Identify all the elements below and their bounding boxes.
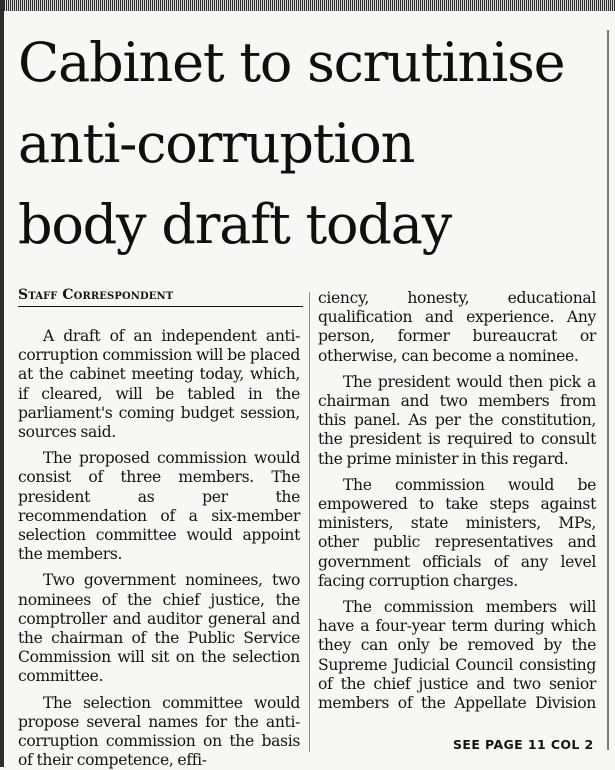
right-column [318,289,596,713]
top-edge-rule [0,0,615,11]
headline-line-3: body draft today [18,193,452,256]
right-column-rule [607,30,609,750]
paragraph-continued: ciency, honesty, educational qualification and experience. Any person, former bureaucrat or otherwise, can become a nominee. [318,289,596,365]
paragraph: Two government nominees, two nominees of the chief justice, the comptroller and auditor general and the chairman of the Public Service Commission will sit on the selection committee. [18,571,300,686]
paragraph: A draft of an independent anti-corruption commission will be placed at the cabinet meeting today, which, if cleared, will be tabled in the parliament's coming budget session, sources said. [18,327,300,442]
paragraph: The president would then pick a chairman and two members from this panel. As per the constitution, the president is required to consult the prime minister in this regard. [318,372,596,468]
left-column [18,327,300,770]
byline: Staff Correspondent [18,286,303,307]
paragraph: The selection committee would propose several names for the anti-corruption commission on the basis of their competence, effi- [18,693,300,770]
paragraph: The commission members will have a four-year term during which they can only be removed by the Supreme Judicial Council consisting of the chief justice and two senior members of the Appellate Division [318,598,596,713]
headline-line-2: anti-corruption [18,112,415,175]
left-edge-rule [0,0,4,767]
paragraph: The commission would be empowered to take steps against ministers, state ministers, MPs, other public representatives and government officials of any level facing corruption charges. [318,475,596,590]
column-divider [309,292,310,752]
continuation-jump-line: SEE PAGE 11 COL 2 [453,737,594,752]
headline [18,22,564,265]
paragraph: The proposed commission would consist of three members. The president as per the recommendation of a six-member selection committee would appoint the members. [18,449,300,564]
headline-line-1: Cabinet to scrutinise [18,31,565,94]
